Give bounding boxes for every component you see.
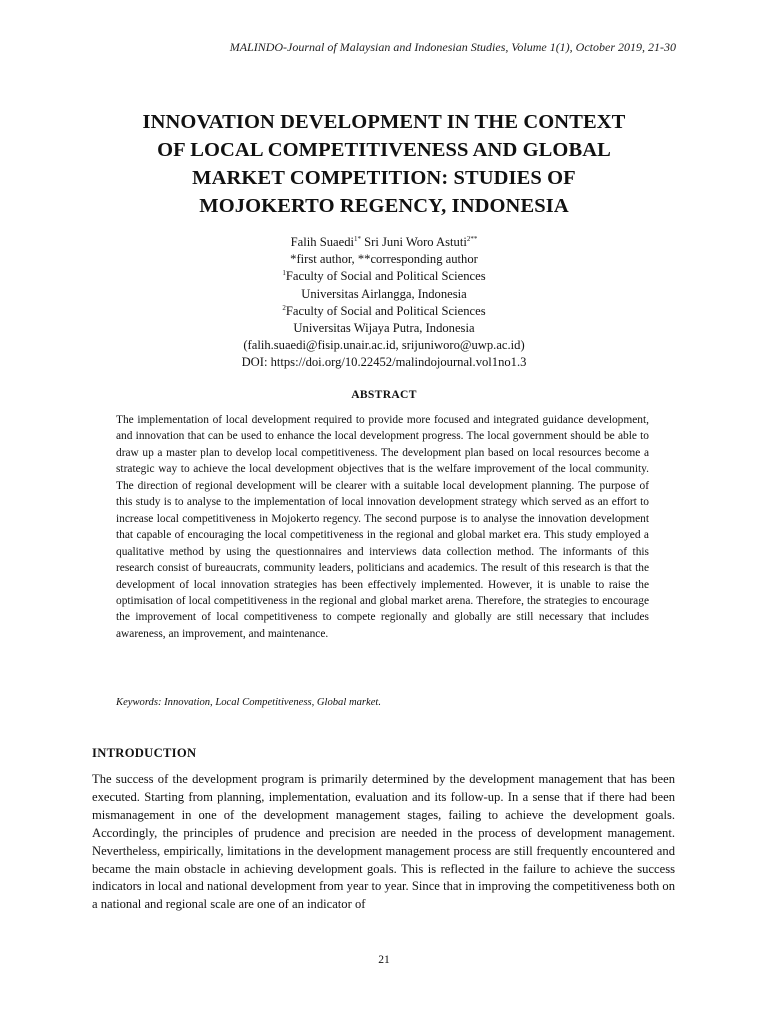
introduction-heading: INTRODUCTION bbox=[92, 746, 197, 760]
author-emails: (falih.suaedi@fisip.unair.ac.id, srijuniworo@uwp.ac.id) bbox=[243, 338, 525, 353]
affiliation-2-university: Universitas Wijaya Putra, Indonesia bbox=[293, 321, 475, 336]
title-line: INNOVATION DEVELOPMENT IN THE CONTEXT bbox=[142, 111, 626, 133]
title-line: MOJOKERTO REGENCY, INDONESIA bbox=[199, 195, 569, 217]
doi-line: DOI: https://doi.org/10.22452/malindojournal.vol1no1.3 bbox=[241, 355, 527, 370]
title-line: OF LOCAL COMPETITIVENESS AND GLOBAL bbox=[157, 139, 611, 161]
affiliation-1-marker: 1 bbox=[282, 269, 286, 278]
affiliation-2-marker: 2 bbox=[282, 303, 286, 312]
author-roles-note: *first author, **corresponding author bbox=[290, 252, 478, 267]
page-number: 21 bbox=[378, 953, 390, 966]
title-line: MARKET COMPETITION: STUDIES OF bbox=[192, 167, 576, 189]
author-2-name: Sri Juni Woro Astuti bbox=[361, 235, 467, 249]
affiliation-2-faculty-text: Faculty of Social and Political Sciences bbox=[285, 303, 486, 318]
author-names bbox=[0, 234, 768, 251]
author-1-superscript: 1* bbox=[354, 235, 361, 243]
introduction-body: The success of the development program is primarily determined by the development management that has been executed. Starting from planning, implementation, evaluation and its follow-up. In a sense that if there had been mismanagement in one of the development management stages, failing to achieve the development goals. Accordingly, the principles of prudence and precision are needed in the process of development management. Nevertheless, empirically, limitations in the development management process are still frequently encountered and became the main obstacle in achieving development goals. This is reflected in the failure to achieve the success indicators in local and national development from year to year. Since that in improving the competitiveness both on a national and regional scale are one of an indicator of bbox=[92, 772, 675, 912]
affiliation-1-faculty bbox=[0, 268, 768, 285]
affiliation-1-university: Universitas Airlangga, Indonesia bbox=[301, 286, 467, 301]
affiliation-2-faculty bbox=[0, 303, 768, 320]
abstract-heading: ABSTRACT bbox=[351, 388, 417, 401]
author-1-name: Falih Suaedi bbox=[290, 235, 354, 249]
affiliation-1-faculty-text: Faculty of Social and Political Sciences bbox=[285, 269, 486, 284]
abstract-body: The implementation of local development required to provide more focused and integrated guidance development, and innovation that can be used to enhance the local development progress. The local government should be able to draw up a master plan to develop local competitiveness. The development plan based on local resources become a strategic way to achieve the local development objectives that is the welfare improvement of the local community. The direction of regional development will be clearer with a suitable local development planning. The purpose of this study is to analyse to the implementation of local innovation development strategy which served as an effort to increase local competitiveness in Mojokerto regency. The second purpose is to analyse the innovation development that capable of encouraging the local competitiveness in the regional and global market era. This study employed a qualitative method by using the questionnaires and interviews data collection method. The informants of this research consist of bureaucrats, community leaders, politicians and academics. The result of this research is that the development of local innovation strategies has been effectively implemented. However, it is unable to raise the optimisation of local competitiveness in the regional and global market arena. Therefore, the strategies to encourage the improvement of local competitiveness to compete regionally and globally are still necessary that includes awareness, an improvement, and maintenance. bbox=[116, 414, 649, 640]
running-header: MALINDO-Journal of Malaysian and Indonesian Studies, Volume 1(1), October 2019, 21-30 bbox=[229, 40, 676, 54]
author-block bbox=[0, 234, 768, 372]
author-2-superscript: 2** bbox=[466, 235, 478, 243]
keywords-line: Keywords: Innovation, Local Competitiveness, Global market. bbox=[116, 697, 382, 708]
paper-title bbox=[84, 108, 684, 220]
